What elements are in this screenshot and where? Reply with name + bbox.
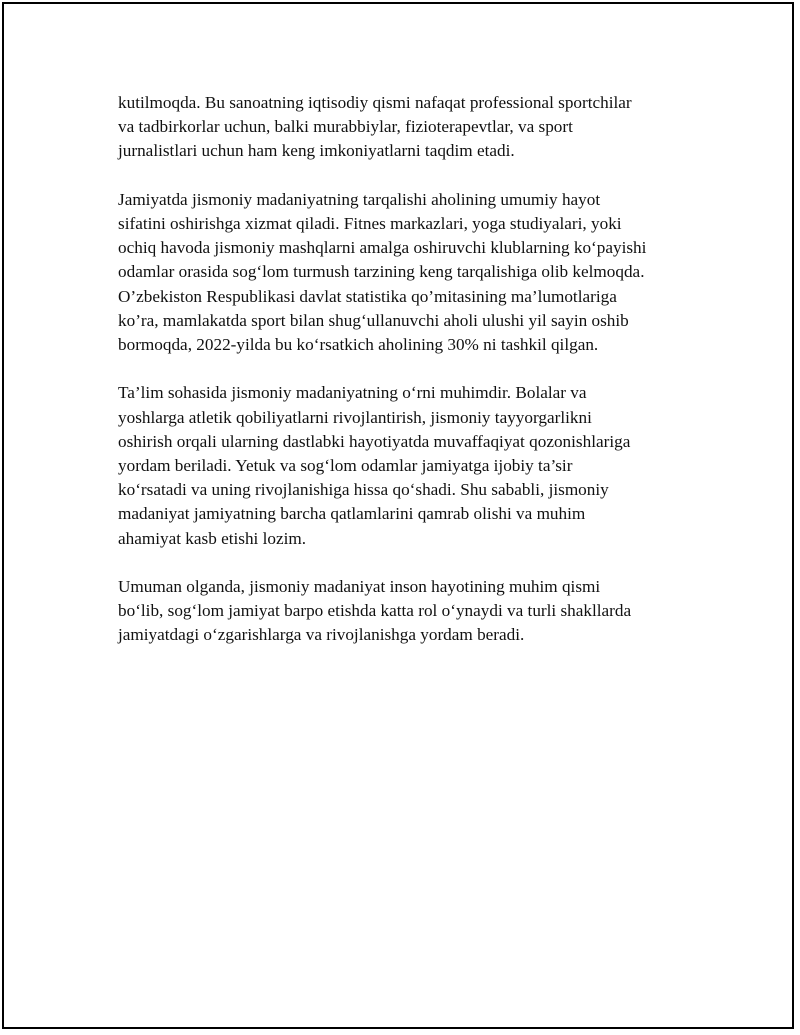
text-line: Jamiyatda jismoniy madaniyatning tarqalishi aholining umumiy hayot: [118, 189, 601, 209]
text-line: ko‘rsatadi va uning rivojlanishiga hissa qo‘shadi. Shu sababli, jismoniy: [118, 480, 609, 500]
text-line: jurnalistlari uchun ham keng imkoniyatlarni taqdim etadi.: [118, 141, 515, 161]
text-line: O’zbekiston Respublikasi davlat statistika qo’mitasining ma’lumotlariga: [118, 286, 617, 306]
text-line: yordam beriladi. Yetuk va sog‘lom odamlar jamiyatga ijobiy ta’sir: [118, 456, 573, 476]
text-line: yoshlarga atletik qobiliyatlarni rivojlantirish, jismoniy tayyorgarlikni: [118, 407, 592, 427]
text-line: oshirish orqali ularning dastlabki hayotiyatda muvaffaqiyat qozonishlariga: [118, 431, 631, 451]
text-line: bormoqda, 2022-yilda bu ko‘rsatkich aholining 30% ni tashkil qilgan.: [118, 335, 599, 355]
document-body: [118, 91, 718, 672]
text-line: madaniyat jamiyatning barcha qatlamlarini qamrab olishi va muhim: [118, 504, 586, 524]
paragraph: [118, 575, 718, 648]
text-line: ko’ra, mamlakatda sport bilan shug‘ullanuvchi aholi ulushi yil sayin oshib: [118, 310, 629, 330]
text-line: ochiq havoda jismoniy mashqlarni amalga oshiruvchi klublarning ko‘payishi: [118, 238, 647, 258]
paragraph: [118, 188, 718, 357]
text-line: odamlar orasida sog‘lom turmush tarzining keng tarqalishiga olib kelmoqda.: [118, 262, 645, 282]
text-line: bo‘lib, sog‘lom jamiyat barpo etishda katta rol o‘ynaydi va turli shakllarda: [118, 601, 632, 621]
text-line: sifatini oshirishga xizmat qiladi. Fitnes markazlari, yoga studiyalari, yoki: [118, 214, 622, 233]
paragraph: [118, 381, 718, 550]
text-line: kutilmoqda. Bu sanoatning iqtisodiy qismi nafaqat professional sportchilar: [118, 93, 632, 112]
text-line: Umuman olganda, jismoniy madaniyat inson hayotining muhim qismi: [118, 577, 601, 597]
paragraph: [118, 91, 718, 164]
text-line: ahamiyat kasb etishi lozim.: [118, 528, 307, 548]
text-line: va tadbirkorlar uchun, balki murabbiylar, fizioterapevtlar, va sport: [118, 117, 573, 137]
text-line: jamiyatdagi o‘zgarishlarga va rivojlanishga yordam beradi.: [118, 625, 525, 645]
text-line: Ta’lim sohasida jismoniy madaniyatning o‘rni muhimdir. Bolalar va: [118, 383, 587, 403]
